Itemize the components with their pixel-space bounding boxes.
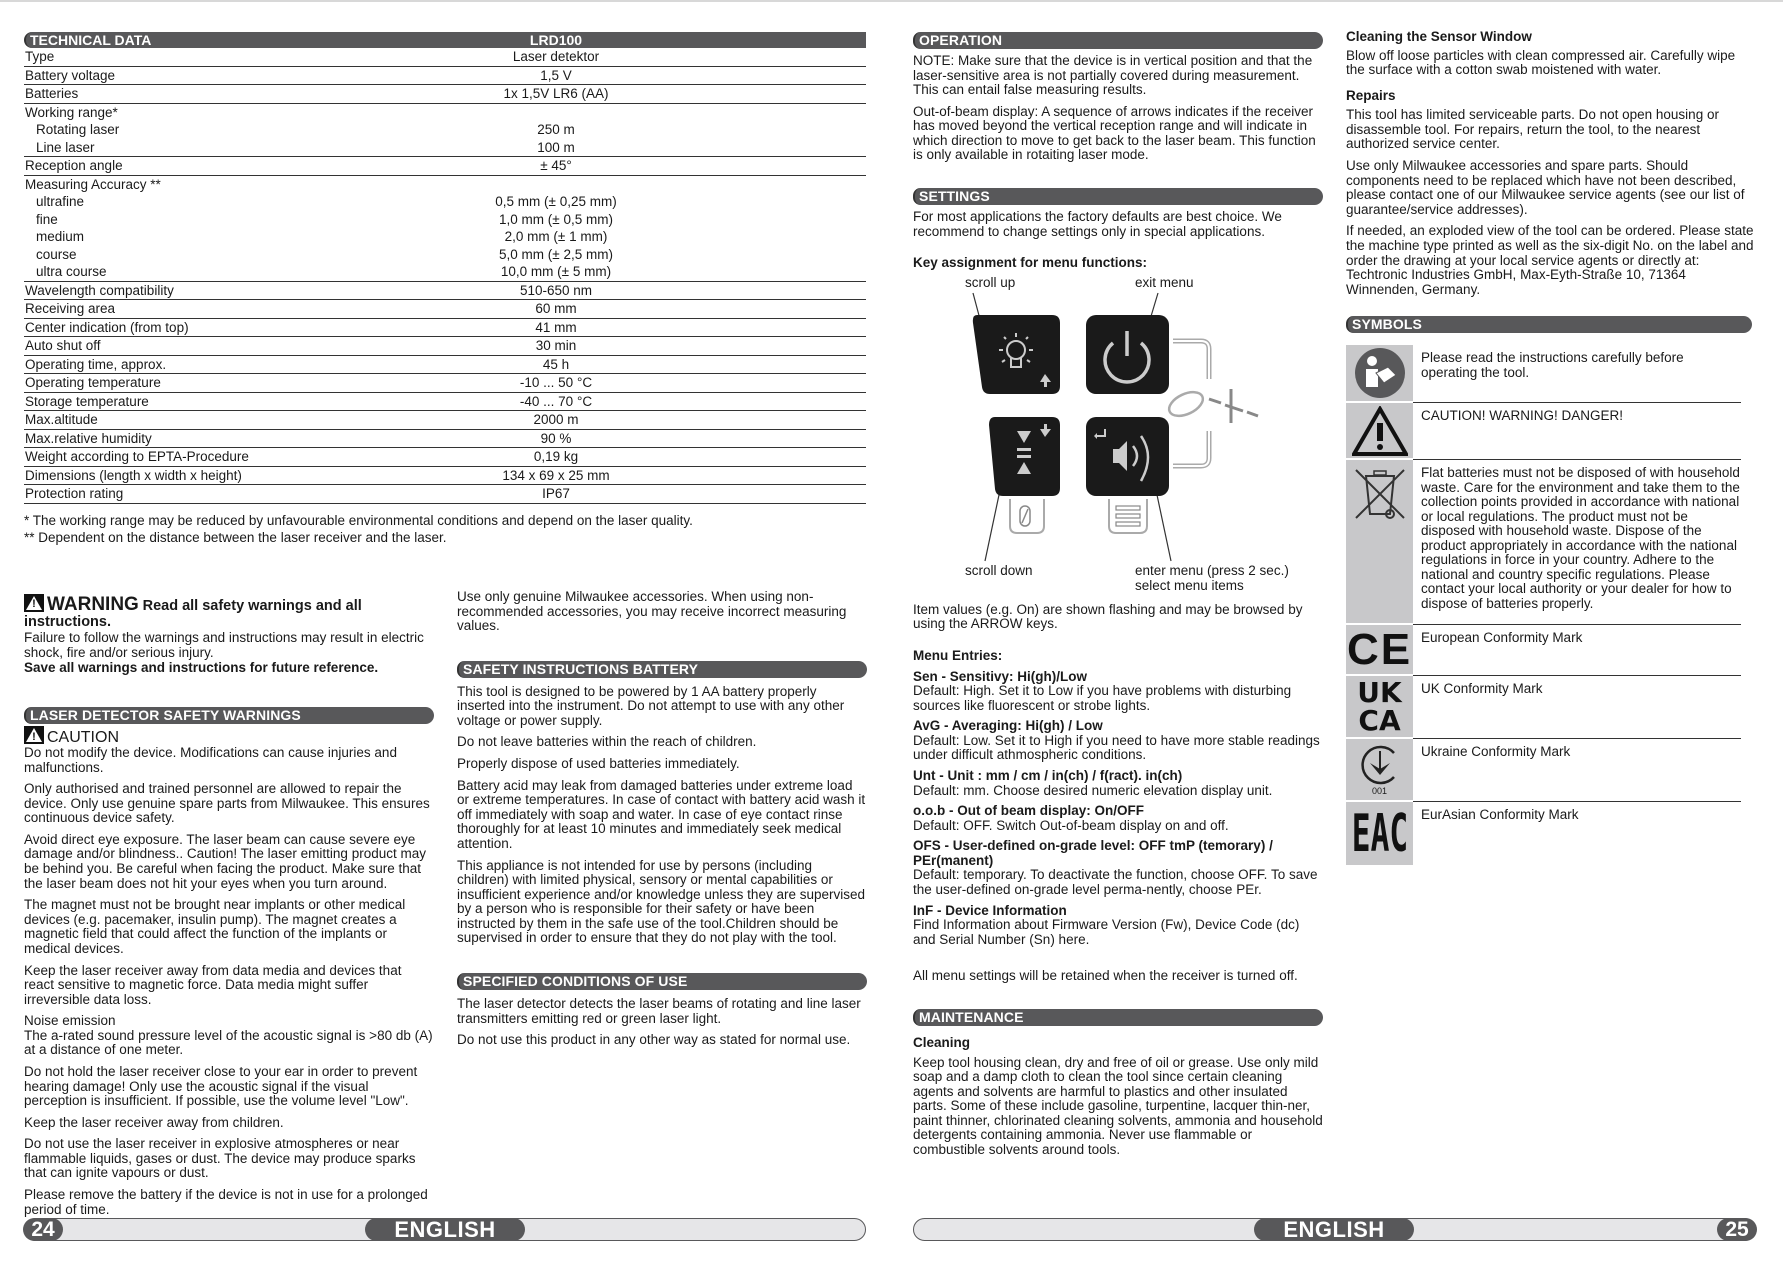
laser-safety-paragraph: Avoid direct eye exposure. The laser beam can cause severe eye damage and/or blindness.. Caution! The laser emitting product may be behind you. Be careful when facing the product. Make sure that the laser beam does not hit your eyes when you turn around. [24,831,426,891]
menu-entry-title: Unt - Unit : mm / cm / in(ch) / f(ract). in(ch) [913,767,1183,783]
table-row [24,319,866,338]
spec-label: Line laser [36,139,95,155]
light-button-icon [973,315,1060,394]
warning-lead: Read all safety warnings and all instructions. [24,598,362,630]
table-row [24,67,866,86]
model-name: LRD100 [529,32,583,48]
table-row [24,263,866,282]
laser-safety-paragraph: Noise emission The a-rated sound pressure level of the acoustic signal is >80 db (A) at a distance of one meter. [24,1013,433,1058]
spec-label: Storage temperature [25,393,149,409]
key-assignment-heading: Key assignment for menu functions: [913,255,1148,271]
footnote-accuracy: ** Dependent on the distance between the laser receiver and the laser. [24,530,447,545]
battery-safety-paragraph: This appliance is not intended for use by persons (including children) with limited physical, sensory or mental capabilities or insufficient experience and/or knowledge unless they are supervised by a person who is responsible for their safety or have been instructed by them in the safe use of the tool.Children should be supervised in order to ensure that they do not play with the tool. [457,857,865,946]
level-button-icon [989,417,1060,533]
spec-label: Max.altitude [25,412,98,427]
spec-label: Reception angle [25,158,123,173]
table-row [24,356,866,375]
symbol-text: Please read the instructions carefully before operating the tool. [1413,345,1741,403]
specified-conditions-header: SPECIFIED CONDITIONS OF USE [457,973,867,990]
laser-safety-paragraphs [24,746,434,1217]
table-row [24,411,866,430]
menu-entry [913,670,1323,714]
spec-value: 1,5 V [540,67,572,83]
repairs-heading: Repairs [1346,87,1396,103]
maintenance-header: MAINTENANCE [913,1009,1323,1026]
conditions-paragraph: Do not use this product in any other way as stated for normal use. [457,1032,851,1048]
spec-value: ± 45° [540,158,572,173]
ukraine-mark-icon [1358,743,1402,787]
spec-label: Wavelength compatibility [25,282,174,298]
page-number: 25 [1717,1218,1757,1241]
repairs-paragraph: If needed, an exploded view of the tool can be ordered. Please state the machine type printed as well as the six-digit No. on the label and order the drawing at your local service agents or directly at: Techtronic Industries GmbH, Max-Eyth-Straße 10, 71364 Winnenden, Germany. [1346,223,1754,297]
spec-value: 2,0 mm (± 1 mm) [504,229,608,244]
symbol-row [1346,625,1741,676]
menu-entry-text: Default: temporary. To deactivate the function, choose OFF. To save the user-defined on-grade level perma-nently, choose PEr. [913,867,1318,898]
spec-label: Auto shut off [25,338,101,353]
symbol-row [1346,802,1741,865]
settings-header: SETTINGS [913,188,1323,205]
ukraine-mark-code: 001 [1371,785,1388,796]
warning-triangle-icon [1352,406,1408,456]
combination-bracket-icon [1165,341,1258,466]
select-items-label: select menu items [1135,577,1244,593]
table-row [24,228,866,246]
operation-paragraph: Out-of-beam display: A sequence of arrows indicates if the receiver has moved beyond the vertical reception range and will indicate in which direction to move to get back to the laser beam. This function is only available in rotaiting laser mode. [913,103,1316,163]
repairs-paragraph: Use only Milwaukee accessories and spare parts. Should components need to be replaced which have not been described, please contact one of our Milwaukee service agents (see our list of guarantee/service addresses). [1346,158,1745,217]
repairs-paragraph: This tool has limited serviceable parts. Do not open housing or disassemble tool. For repairs, return the tool, to the nearest authorized service center. [1346,107,1719,152]
spec-label: Max.relative humidity [25,430,152,446]
spec-value: 0,19 kg [533,449,579,464]
spec-label: Operating time, approx. [25,356,167,372]
spec-label: Type [25,49,55,64]
menu-entries-list [913,670,1323,948]
spec-value: 0,5 mm (± 0,25 mm) [495,194,617,209]
table-row [24,104,866,122]
laser-safety-paragraph: The magnet must not be brought near implants or other medical devices (e.g. pacemaker, insulin pump). The magnet creates a magnetic field that could affect the function of the implants or medical devices. [24,897,406,956]
spec-value: 1x 1,5V LR6 (AA) [503,86,609,101]
symbol-row [1346,676,1741,739]
symbol-row [1346,460,1741,625]
spec-value: 90 % [540,430,572,446]
scroll-up-label: scroll up [965,274,1016,290]
spec-label: Battery voltage [25,67,116,83]
symbol-row [1346,739,1741,802]
eac-mark-icon: EAC [1351,803,1408,864]
scroll-down-label: scroll down [965,562,1033,578]
table-row [24,139,866,158]
spec-value: 10,0 mm (± 5 mm) [500,264,612,279]
table-row [24,193,866,211]
sensor-cleaning-text: Blow off loose particles with clean compressed air. Carefully wipe the surface with a cotton swab moistened with water. [1346,47,1736,78]
table-row [24,246,866,264]
page-number: 24 [23,1218,63,1241]
spec-label: Protection rating [25,486,124,501]
table-row [24,48,866,67]
menu-entry-text: Default: Low. Set it to High if you need to have more stable readings under difficult athmospheric conditions. [913,732,1320,763]
battery-safety-paragraph: This tool is designed to be powered by 1 AA battery properly inserted into the instrument. Do not attempt to use with any other voltage or power supply. [457,683,845,728]
menu-entry-title: o.o.b - Out of beam display: On/OFF [913,803,1144,819]
warning-word: WARNING [47,594,139,615]
battery-safety-paragraph: Battery acid may leak from damaged batteries under extreme load or extreme temperatures. In case of contact with battery acid wash it off immediately with soap and water. In case of eye contact rinse thoroughly for at least 10 minutes and immediately seek medical attention. [457,777,866,851]
laser-safety-header: LASER DETECTOR SAFETY WARNINGS [24,707,434,724]
spec-label: ultra course [36,264,107,279]
menu-entry [913,839,1323,897]
menu-entry-text: Default: mm. Choose desired numeric elevation display unit. [913,782,1273,798]
laser-safety-paragraph: Please remove the battery if the device is not in use for a prolonged period of time. [24,1187,428,1217]
operation-paragraph: NOTE: Make sure that the device is in vertical position and that the laser-sensitive area is not partially covered during measurement. This can entail false measuring results. [913,53,1313,98]
table-row [24,282,866,301]
table-row [24,467,866,486]
laser-safety-paragraph: Do not modify the device. Modifications can cause injuries and malfunctions. [24,745,397,775]
spec-value: 250 m [537,122,575,137]
operation-column [913,32,1323,1165]
key-diagram-graphic [913,271,1313,603]
crossed-bin-icon [1352,466,1408,522]
conditions-paragraph: The laser detector detects the laser beams of rotating and line laser transmitters emitting red or green laser light. [457,995,861,1026]
footer-bar-right [913,1218,1756,1241]
spec-label: medium [36,229,85,244]
table-row [24,393,866,412]
battery-safety-header: SAFETY INSTRUCTIONS BATTERY [457,661,867,678]
spec-value [346,176,766,194]
key-assignment-diagram [913,271,1323,603]
battery-safety-paragraphs [457,685,867,946]
table-row [24,374,866,393]
sensor-cleaning-heading: Cleaning the Sensor Window [1346,29,1532,44]
menu-entry-title: InF - Device Information [913,902,1067,918]
menu-entry [913,769,1323,798]
spec-label: Dimensions (length x width x height) [25,467,242,483]
symbol-text: CAUTION! WARNING! DANGER! [1413,403,1741,460]
footer-bar-left [24,1218,866,1241]
accessories-note: Use only genuine Milwaukee accessories. When using non-recommended accessories, you may receive incorrect measuring values. [457,589,847,634]
general-warning [24,594,434,675]
left-page-right-column [457,590,867,1055]
repairs-paragraphs [1346,108,1756,297]
table-row [24,300,866,319]
symbol-text: European Conformity Mark [1413,625,1741,676]
menu-entry [913,804,1323,833]
spec-label: fine [36,211,58,227]
spec-value: 100 m [537,139,575,155]
technical-data-title: TECHNICAL DATA [30,32,152,48]
symbol-text: EurAsian Conformity Mark [1421,807,1579,823]
menu-entry [913,719,1323,763]
spec-value: 5,0 mm (± 2,5 mm) [499,246,613,262]
laser-safety-paragraph: Do not hold the laser receiver close to your ear in order to prevent hearing damage! Only use the acoustic signal if the visual perception is insufficient. If possible, use the volume level "Low". [24,1063,418,1109]
symbol-row [1346,403,1741,460]
battery-safety-paragraph: Do not leave batteries within the reach of children. [457,734,757,750]
table-row [24,211,866,229]
ce-mark-icon: CE [1346,624,1413,674]
symbol-text: UK Conformity Mark [1413,676,1741,739]
menu-entry [913,904,1323,948]
spec-value: 30 min [535,338,577,353]
operation-header: OPERATION [913,32,1323,49]
page-24 [0,0,890,1261]
power-button-icon [1086,315,1169,394]
warning-save: Save all warnings and instructions for future reference. [24,660,379,675]
battery-safety-paragraph: Properly dispose of used batteries immediately. [457,756,740,772]
menu-entry-title: OFS - User-defined on-grade level: OFF tmP (temorary) / PEr(manent) [913,838,1273,868]
spec-label: Rotating laser [36,122,120,137]
settings-intro: For most applications the factory defaults are best choice. We recommend to change settings only in special applications. [913,209,1282,239]
spec-value: Laser detektor [512,49,600,64]
symbol-text: Ukraine Conformity Mark [1413,739,1741,802]
spec-value: 1,0 mm (± 0,5 mm) [499,211,613,227]
spec-label: Operating temperature [25,375,161,390]
symbol-text: Flat batteries must not be disposed of with household waste. Care for the environment and take them to the collection points provided in accordance with national or local regulations. The product must not be disposed with household waste. Dispose of the product appropriately in accordance with the national regulations in force in your country. Adhere to the national and country specific regulations. Please contact your local authority or your dealer for how to dispose of batteries properly. [1413,460,1741,625]
table-row [24,121,866,139]
spec-value: 41 mm [535,319,577,335]
spec-label: Measuring Accuracy ** [25,176,161,192]
enter-menu-label: enter menu (press 2 sec.) [1135,562,1289,578]
volume-button-icon [1086,417,1169,533]
menu-entries-heading: Menu Entries: [913,647,1003,663]
specified-conditions-paragraphs [457,997,867,1048]
spec-value: 45 h [542,356,570,372]
table-row [24,157,866,176]
spec-label: Center indication (from top) [25,319,189,335]
table-row [24,176,866,194]
table-row [24,485,866,504]
symbols-header: SYMBOLS [1346,316,1752,333]
spec-value: 60 mm [535,301,577,316]
language-label: ENGLISH [365,1218,525,1241]
table-row [24,337,866,356]
spec-label: Weight according to EPTA-Procedure [25,449,249,464]
technical-data-table [24,32,866,547]
warning-triangle-icon [24,594,44,612]
spec-label: course [36,246,77,262]
operation-paragraphs [913,54,1323,163]
laser-safety-paragraph: Keep the laser receiver away from data media and devices that react sensitive to magnetic force. Data media might suffer irreversible data loss. [24,962,402,1007]
ukca-mark-icon: UK CA [1357,675,1402,737]
cleaning-text: Keep tool housing clean, dry and free of oil or grease. Use only mild soap and a damp cloth to clean the tool since certain cleaning agents and solvents are harmful to plastics and other insulated parts. Some of these include gasoline, turpentine, lacquer thin-ner, paint thinner, chlorinated cleaning solvents, ammonia and household detergents containing ammonia. Never use flammable or combustible solvents around tools. [913,1054,1323,1157]
spec-label: Receiving area [25,301,116,316]
technical-data-header [24,32,866,48]
spec-value: 510-650 nm [519,282,593,298]
warning-text: Failure to follow the warnings and instructions may result in electric shock, fire and/or serious injury. [24,630,424,660]
symbol-row [1346,345,1741,403]
spec-value: -10 ... 50 °C [519,375,593,390]
spec-label: ultrafine [36,194,85,209]
menu-entry-title: Sen - Sensitivy: Hi(gh)/Low [913,668,1088,684]
page-25 [890,0,1783,1261]
table-row [24,448,866,467]
footnote-working-range: * The working range may be reduced by unfavourable environmental conditions and depend on the laser quality. [24,512,693,528]
menu-entry-text: Default: OFF. Switch Out-of-beam display on and off. [913,817,1229,833]
table-row [24,85,866,104]
laser-safety-paragraph: Do not use the laser receiver in explosive atmospheres or near flammable liquids, gases or dust. The device may produce sparks that can ignite vapours or dust. [24,1136,416,1181]
menu-entry-text: Default: High. Set it to Low if you have problems with disturbing sources like fluorescent or strobe lights. [913,683,1292,713]
spec-value: 2000 m [533,412,579,427]
caution-triangle-icon [24,726,44,744]
item-values-note: Item values (e.g. On) are shown flashing and may be browsed by using the ARROW keys. [913,601,1303,632]
symbols-table [1346,345,1741,865]
technical-data-rows [24,48,866,504]
spec-label: Working range* [25,104,118,120]
table-row [24,430,866,449]
menu-entry-title: AvG - Averaging: Hi(gh) / Low [913,718,1103,734]
retained-note: All menu settings will be retained when the receiver is turned off. [913,968,1298,984]
spec-value [346,104,766,122]
spec-value: 134 x 69 x 25 mm [502,467,610,483]
spec-value: -40 ... 70 °C [519,393,593,409]
repairs-symbols-column [1346,30,1756,865]
read-manual-icon [1354,347,1406,399]
language-label: ENGLISH [1254,1218,1414,1241]
spec-label: Batteries [25,86,79,101]
left-column [24,594,434,1224]
spec-value: IP67 [542,486,570,501]
cleaning-heading: Cleaning [913,1034,971,1050]
menu-entry-text: Find Information about Firmware Version (Fw), Device Code (dc) and Serial Number (Sn) here. [913,917,1300,947]
laser-safety-paragraph: Only authorised and trained personnel are allowed to repair the device. Only use genuine spare parts from Milwaukee. This ensures continuous device safety. [24,781,430,826]
caution-label: CAUTION [47,729,119,746]
laser-safety-paragraph: Keep the laser receiver away from children. [24,1114,284,1130]
exit-menu-label: exit menu [1135,274,1194,290]
